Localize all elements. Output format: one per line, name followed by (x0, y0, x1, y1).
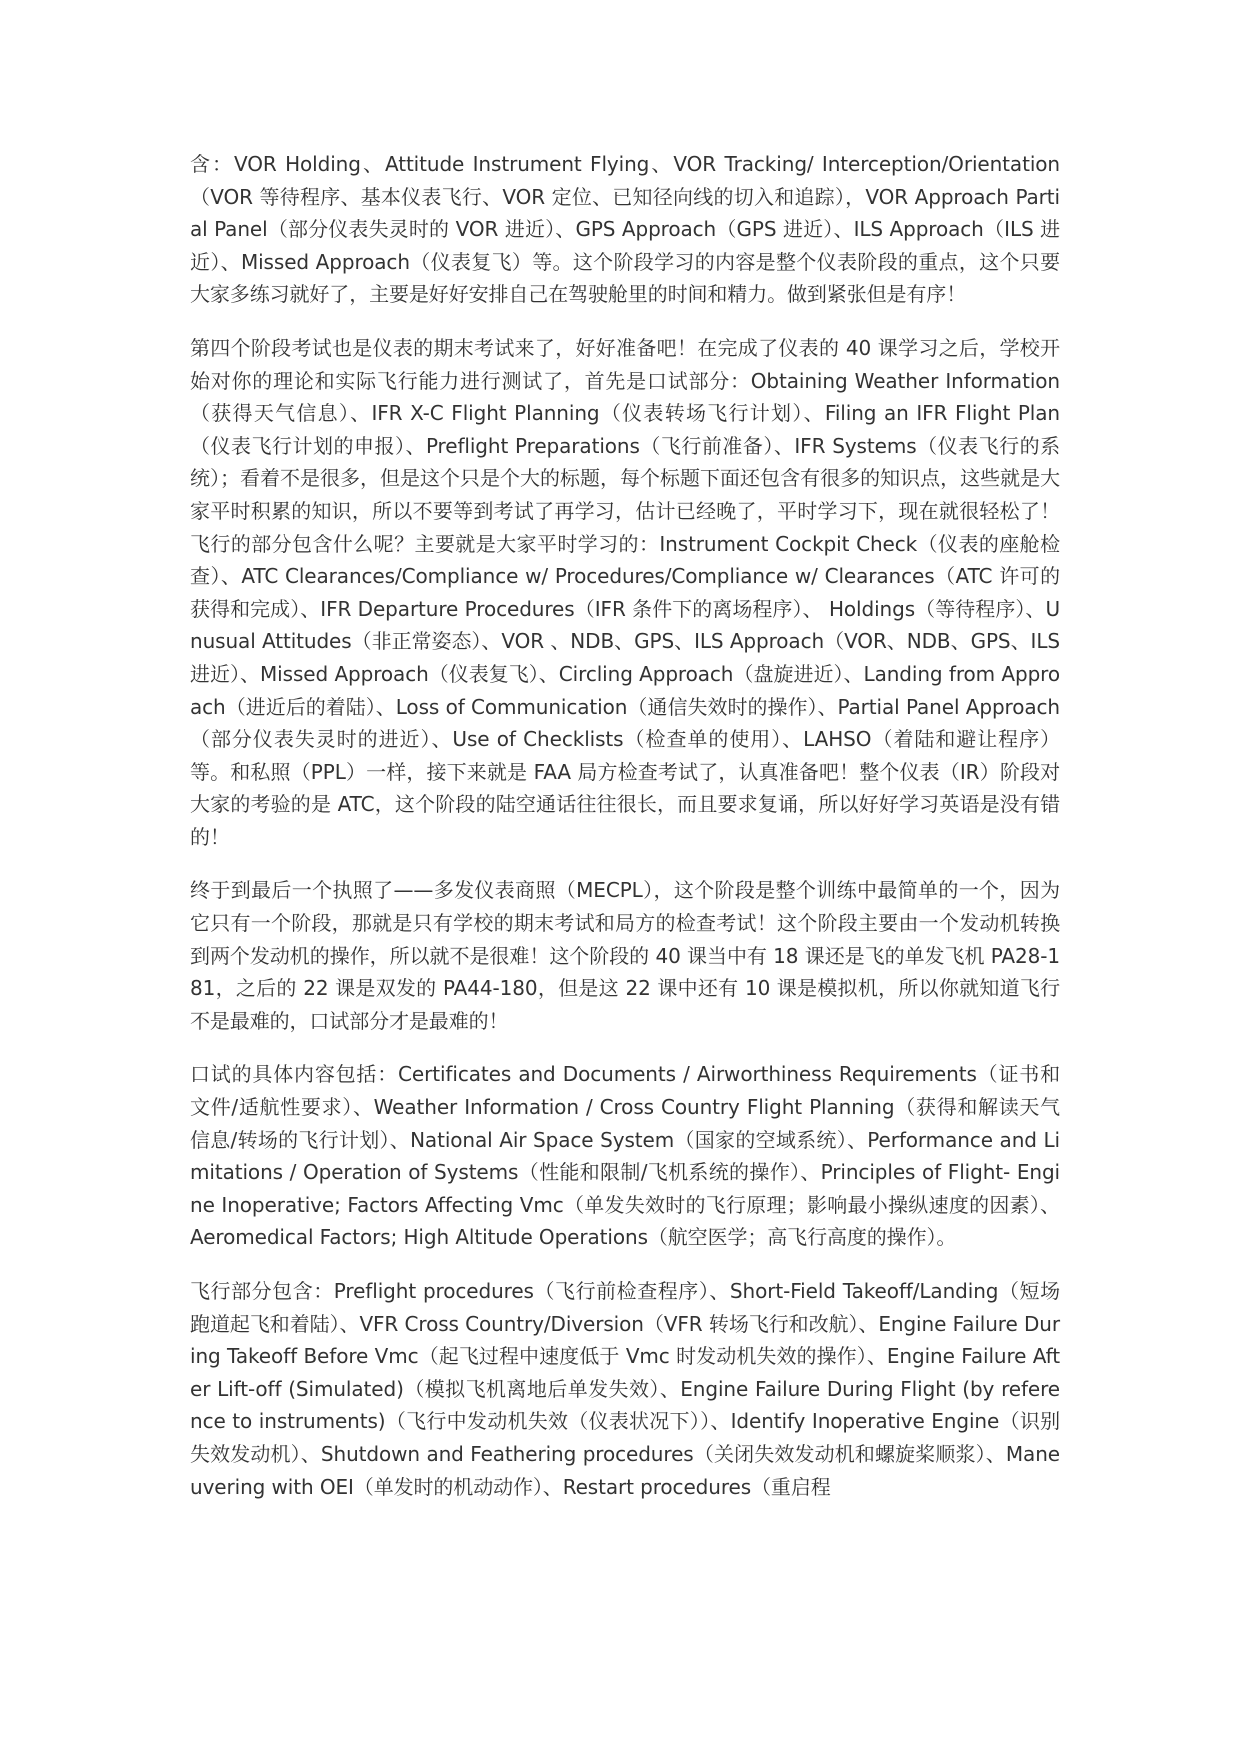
paragraph-mecpl-intro: 终于到最后一个执照了——多发仪表商照（MECPL），这个阶段是整个训练中最简单的一个，因为它只有一个阶段，那就是只有学校的期末考试和局方的检查考试！这个阶段主要由一个发动机转换到两个发动机的操作，所以就不是很难！这个阶段的 40 课当中有 18 课还是飞的单发飞机 PA28-181，之后的 22 课是双发的 PA44-180，但是这 22 课中还有 10 课是模拟机，所以你就知道飞行不是最难的，口试部分才是最难的！ (190, 878, 1060, 1033)
paragraph-flight-exam-content: 飞行部分包含：Preflight procedures（飞行前检查程序）、Short-Field Takeoff/Landing（短场跑道起飞和着陆）、VFR Cross Country/Diversion（VFR 转场飞行和改航）、Engine Failure During Takeoff Before Vmc（起飞过程中速度低于 Vmc 时发动机失效的操作）、Engine Failure After Lift-off (Simulated)（模拟飞机离地后单发失效）、Engine Failure During Flight (by reference to instruments)（飞行中发动机失效（仪表状况下））、Identify Inoperative Engine（识别失效发动机）、Shutdown and Feathering procedures（关闭失效发动机和螺旋桨顺浆）、Maneuvering with OEI（单发时的机动动作）、Restart procedures（重启程 (190, 1279, 1060, 1499)
paragraph-oral-exam-content: 口试的具体内容包括：Certificates and Documents / Airworthiness Requirements（证书和文件/适航性要求）、Weather Information / Cross Country Flight Planning（获得和解读天气信息/转场的飞行计划）、National Air Space System（国家的空域系统）、Performance and Limitations / Operation of Systems（性能和限制/飞机系统的操作）、Principles of Flight- Engine Inoperative; Factors Affecting Vmc（单发失效时的飞行原理；影响最小操纵速度的因素）、Aeromedical Factors; High Altitude Operations（航空医学；高飞行高度的操作）。 (190, 1062, 1060, 1250)
paragraph-instrument-phase-four-exam: 第四个阶段考试也是仪表的期末考试来了，好好准备吧！在完成了仪表的 40 课学习之后，学校开始对你的理论和实际飞行能力进行测试了，首先是口试部分：Obtaining Weather Information（获得天气信息）、IFR X-C Flight Planning（仪表转场飞行计划）、Filing an IFR Flight Plan（仪表飞行计划的申报）、Preflight Preparations（飞行前准备）、IFR Systems（仪表飞行的系统）；看着不是很多，但是这个只是个大的标题，每个标题下面还包含有很多的知识点，这些就是大家平时积累的知识，所以不要等到考试了再学习，估计已经晚了，平时学习下，现在就很轻松了！飞行的部分包含什么呢？主要就是大家平时学习的：Instrument Cockpit Check（仪表的座舱检查）、ATC Clearances/Compliance w/ Procedures/Compliance w/ Clearances（ATC 许可的获得和完成）、IFR Departure Procedures（IFR 条件下的离场程序）、 Holdings（等待程序）、Unusual Attitudes（非正常姿态）、VOR 、NDB、GPS、ILS Approach（VOR、NDB、GPS、ILS 进近）、Missed Approach（仪表复飞）、Circling Approach（盘旋进近）、Landing from Approach（进近后的着陆）、Loss of Communication（通信失效时的操作）、Partial Panel Approach（部分仪表失灵时的进近）、Use of Checklists（检查单的使用）、LAHSO（着陆和避让程序）等。和私照（PPL）一样，接下来就是 FAA 局方检查考试了，认真准备吧！整个仪表（IR）阶段对大家的考验的是 ATC，这个阶段的陆空通话往往很长，而且要求复诵，所以好好学习英语是没有错的！ (190, 335, 1060, 849)
paragraph-instrument-phase-three: 含：VOR Holding、Attitude Instrument Flying、VOR Tracking/ Interception/Orientation（VOR 等待程序、基本仪表飞行、VOR 定位、已知径向线的切入和追踪），VOR Approach Partial Panel（部分仪表失灵时的 VOR 进近）、GPS Approach（GPS 进近）、ILS Approach（ILS 进近）、Missed Approach（仪表复飞）等。这个阶段学习的内容是整个仪表阶段的重点，这个只要大家多练习就好了，主要是好好安排自己在驾驶舱里的时间和精力。做到紧张但是有序！ (190, 152, 1060, 307)
document-page (190, 148, 1060, 1524)
